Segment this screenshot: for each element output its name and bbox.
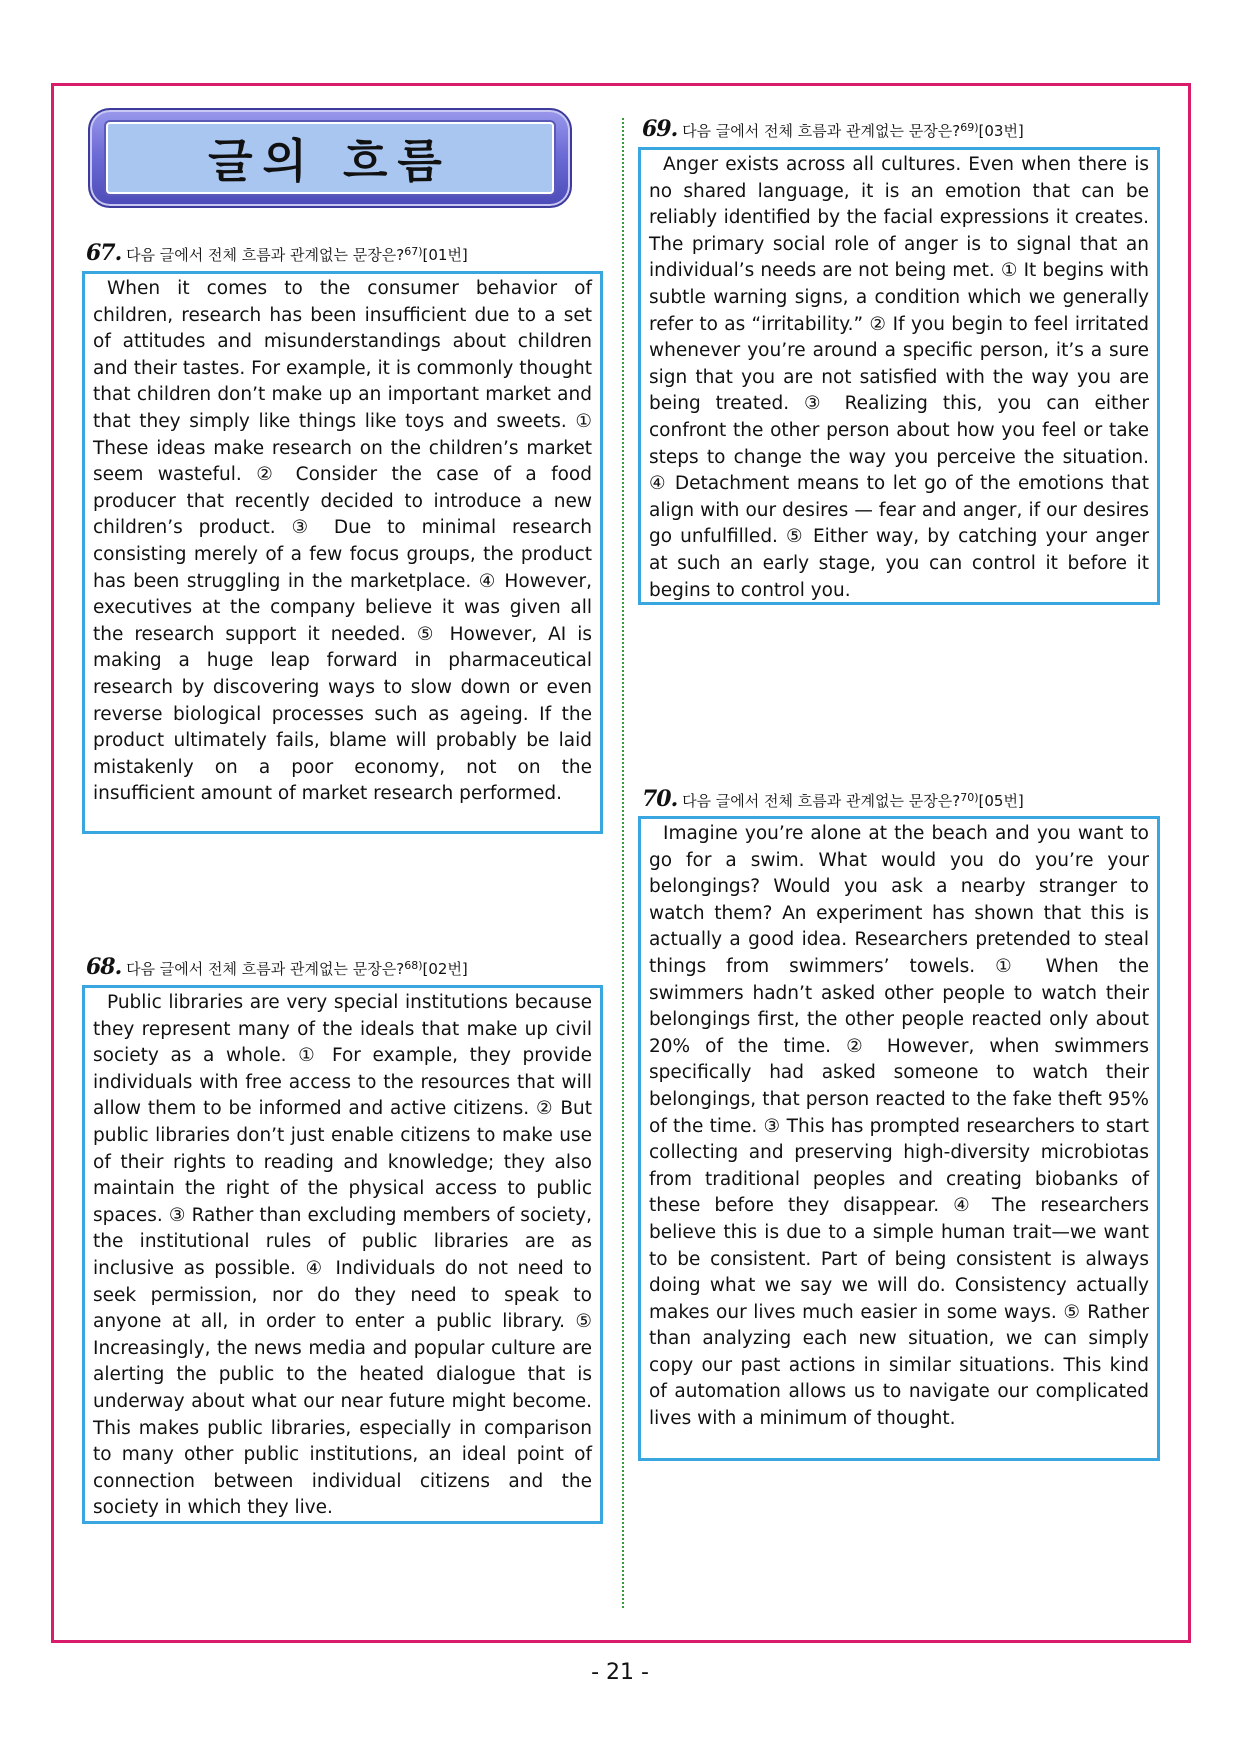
section-title-panel (106, 122, 554, 194)
question-70-passage (638, 816, 1160, 1461)
question-code: [03번] (978, 122, 1024, 140)
question-68-passage (82, 985, 603, 1524)
question-67-heading (86, 240, 468, 266)
page-number: - 21 - (591, 1660, 649, 1685)
question-69-heading (642, 116, 1024, 142)
section-title-badge (88, 108, 572, 208)
question-number: 68. (86, 954, 122, 980)
question-instruction: 다음 글에서 전체 흐름과 관계없는 문장은? (682, 122, 961, 140)
column-divider (622, 118, 624, 1608)
question-instruction: 다음 글에서 전체 흐름과 관계없는 문장은? (126, 246, 405, 264)
question-code: [01번] (422, 246, 468, 264)
question-code: [05번] (978, 792, 1024, 810)
question-number: 69. (642, 116, 678, 142)
passage-text: Imagine you’re alone at the beach and you want to go for a swim. What would you do you’re your belongings? Would you ask a nearby stranger to watch them? An experiment has shown that this is actually a good idea. Researchers pretended to steal things from swimmers’ towels. ① When the swimmers hadn’t asked other people to watch their belongings first, the other people reacted only about 20% of the time. ② However, when swimmers specifically had asked someone to watch their belongings, that person reacted to the fake theft 95% of the time. ③ This has prompted researchers to start collecting and preserving high-diversity microbiotas from traditional peoples and creating biobanks of these before they disappear. ④ The researchers believe this is due to a simple human trait—we want to be consistent. Part of being consistent is always doing what we say we will do. Consistency actually makes our lives much easier in some ways. ⑤ Rather than analyzing each new situation, we can simply copy our past actions in similar situations. This kind of automation allows us to navigate our complicated lives with a minimum of thought. (649, 823, 1149, 1430)
question-instruction: 다음 글에서 전체 흐름과 관계없는 문장은? (126, 960, 405, 978)
passage-text: Public libraries are very special institutions because they represent many of the ideals that make up civil society as a whole. ① For example, they provide individuals with free access to the resources that will allow them to be informed and active citizens. ② But public libraries don’t just enable citizens to make use of their rights to reading and knowledge; they also maintain the right of the physical access to public spaces. ③ Rather than excluding members of society, the institutional rules of public libraries are as inclusive as possible. ④ Individuals do not need to seek permission, nor do they need to speak to anyone at all, in order to enter a public library. ⑤ Increasingly, the news media and popular culture are alerting the public to the heated dialogue that is underway about what our near future might become. This makes public libraries, especially in comparison to many other public institutions, an ideal point of connection between individual citizens and the society in which they live. (93, 992, 592, 1519)
question-number: 67. (86, 240, 122, 266)
question-code: [02번] (422, 960, 468, 978)
question-number: 70. (642, 786, 678, 812)
passage-text: Anger exists across all cultures. Even when there is no shared language, it is an emotion that can be reliably identified by the facial expressions it creates. The primary social role of anger is to signal that an individual’s needs are not being met. ① It begins with subtle warning signs, a condition which we generally refer to as “irritability.” ② If you begin to feel irritated whenever you’re around a specific person, it’s a sure sign that you are not satisfied with the way you are being treated. ③ Realizing this, you can either confront the other person about how you feel or take steps to change the way you perceive the situation. ④ Detachment means to let go of the emotions that align with our desires — fear and anger, if our desires go unfulfilled. ⑤ Either way, by catching your anger at such an early stage, you can control it before it begins to control you. (649, 154, 1149, 601)
question-ref: 69) (960, 121, 979, 134)
question-ref: 67) (404, 245, 423, 258)
question-ref: 70) (960, 791, 979, 804)
question-70-heading (642, 786, 1024, 812)
section-title: 글의 흐름 (208, 134, 452, 188)
question-69-passage (638, 147, 1160, 605)
question-68-heading (86, 954, 468, 980)
question-instruction: 다음 글에서 전체 흐름과 관계없는 문장은? (682, 792, 961, 810)
passage-text: When it comes to the consumer behavior of children, research has been insufficient due to a set of attitudes and misunderstandings about children and their tastes. For example, it is commonly thought that children don’t make up an important market and that they simply like things like toys and sweets. ① These ideas make research on the children’s market seem wasteful. ② Consider the case of a food producer that recently decided to introduce a new children’s product. ③ Due to minimal research consisting merely of a few focus groups, the product has been struggling in the marketplace. ④ However, executives at the company believe it was given all the research support it needed. ⑤ However, AI is making a huge leap forward in pharmaceutical research by discovering ways to slow down or even reverse biological processes such as ageing. If the product ultimately fails, blame will probably be laid mistakenly on a poor economy, not on the insufficient amount of market research performed. (93, 278, 592, 805)
question-67-passage (82, 271, 603, 834)
question-ref: 68) (404, 959, 423, 972)
